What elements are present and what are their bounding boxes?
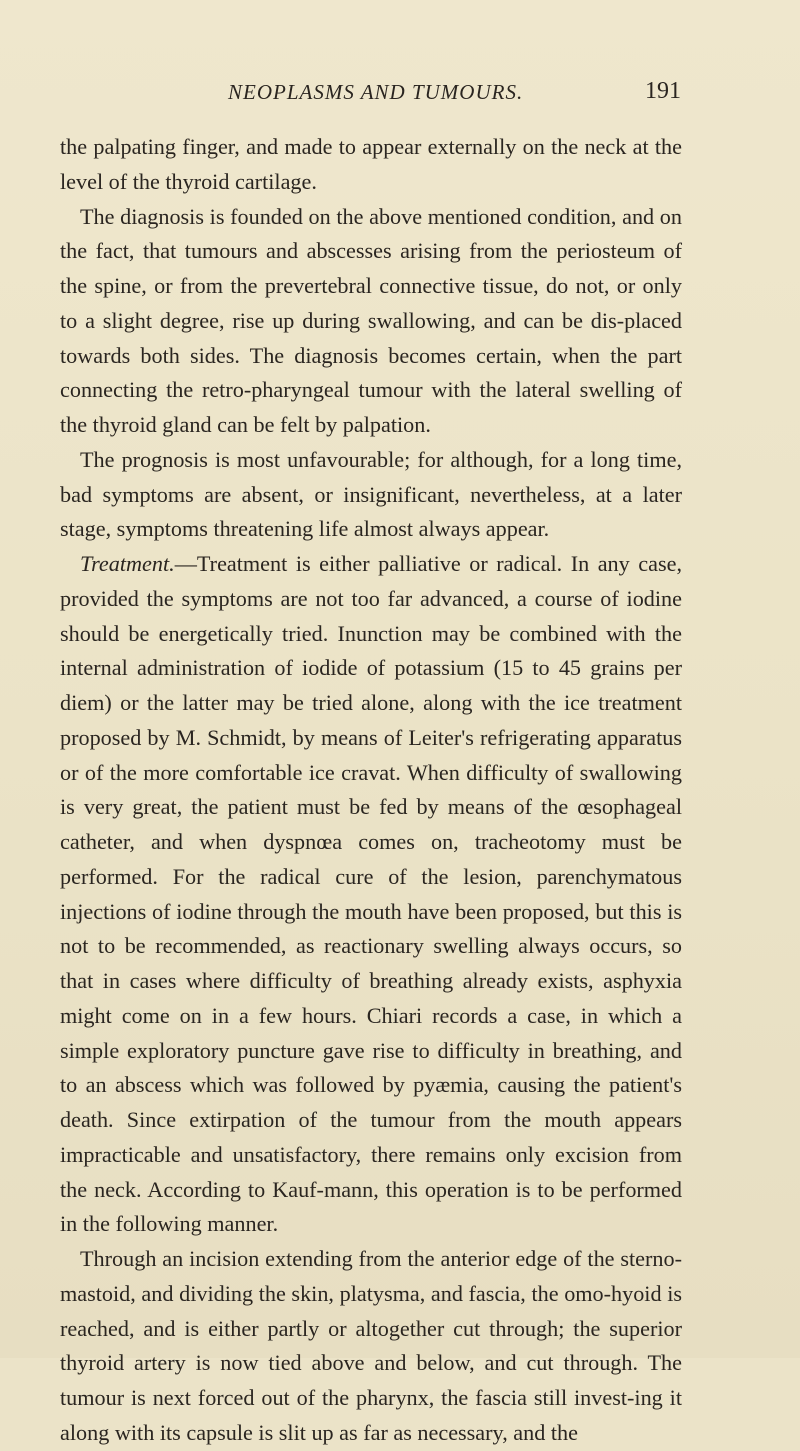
page-number: 191 [645,78,681,104]
paragraph-lead: Treatment. [80,551,175,576]
paragraph-text: The diagnosis is founded on the above mentioned condition, and on the fact, that tumours and abscesses arising from the periosteum of the spine, or from the prevertebral connective tissue, do not, or only to a slight degree, rise up during swallowing, and can be dis-placed towards both sides. The diagnosis becomes certain, when the part connecting the retro-pharyngeal tumour with the lateral swelling of the thyroid gland can be felt by palpation. [60,203,682,437]
paragraph-text: The prognosis is most unfavourable; for although, for a long time, bad symptoms are absent, or insignificant, nevertheless, at a later stage, symptoms threatening life almost always appear. [60,446,682,542]
paragraph [60,547,682,1242]
page-header [0,80,800,110]
paragraph-text: Through an incision extending from the anterior edge of the sterno-mastoid, and dividing the skin, platysma, and fascia, the omo-hyoid is reached, and is either partly or altogether cut through; the superior thyroid artery is now tied above and below, and cut through. The tumour is next forced out of the pharynx, the fascia still invest-ing it along with its capsule is slit up as far as necessary, and the [60,1246,682,1445]
body-text [60,130,682,1451]
paragraph-text: —Treatment is either palliative or radical. In any case, provided the symptoms are not too far advanced, a course of iodine should be energetically tried. Inunction may be combined with the internal administration of iodide of potassium (15 to 45 grains per diem) or the latter may be tried alone, along with the ice treatment proposed by M. Schmidt, by means of Leiter's refrigerating apparatus or of the more comfortable ice cravat. When difficulty of swallowing is very great, the patient must be fed by means of the œsophageal catheter, and when dyspnœa comes on, tracheotomy must be performed. For the radical cure of the lesion, parenchymatous injections of iodine through the mouth have been proposed, but this is not to be recommended, as reactionary swelling always occurs, so that in cases where difficulty of breathing already exists, asphyxia might come on in a few hours. Chiari records a case, in which a simple exploratory puncture gave rise to difficulty in breathing, and to an abscess which was followed by pyæmia, causing the patient's death. Since extirpation of the tumour from the mouth appears impracticable and unsatisfactory, there remains only excision from the neck. According to Kauf-mann, this operation is to be performed in the following manner. [60,551,682,1237]
paragraph-text: the palpating finger, and made to appear externally on the neck at the level of the thyroid cartilage. [60,134,682,194]
running-title: NEOPLASMS AND TUMOURS. [228,80,524,104]
paragraph [60,200,682,443]
paragraph [60,130,682,200]
paragraph [60,443,682,547]
paragraph [60,1242,682,1451]
